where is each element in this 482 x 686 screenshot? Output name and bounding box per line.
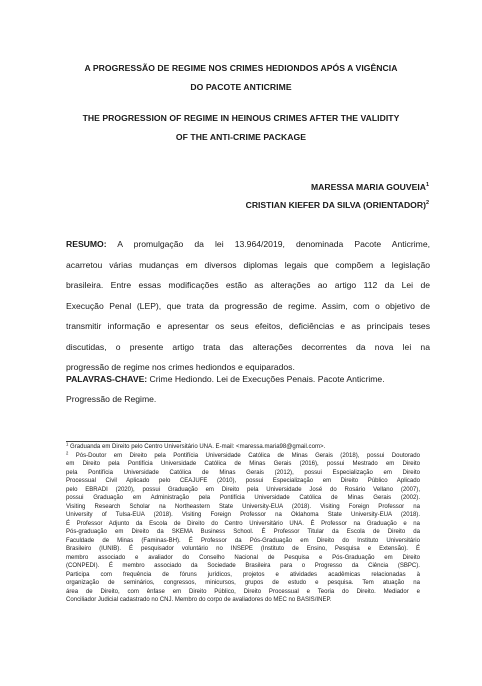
- footnote-text: Pós-Doutor em Direito pela Pontifícia Universidade Católica de Minas Gerais (2018), possui Doutorado: [68, 452, 420, 459]
- footnote-line: membro associado e avaliador do Conselho Nacional de Pesquisa e Pós-Graduação em Direito: [66, 554, 420, 561]
- footnote-line: É Professor Adjunto da Escola de Direito do Centro Universitário UNA. É Professor na Graduação e na: [66, 520, 420, 527]
- footnote-line: pelo EBRADI (2020), possui Graduação em Direito pela Universidade José do Rosário Vellano (2007),: [66, 486, 420, 493]
- title-en-line: THE PROGRESSION OF REGIME IN HEINOUS CRIMES AFTER THE VALIDITY: [82, 113, 400, 123]
- keywords-label: PALAVRAS-CHAVE:: [66, 374, 148, 384]
- keywords-line: [66, 369, 430, 389]
- footnote-line: [66, 452, 420, 461]
- title-en-line: OF THE ANTI-CRIME PACKAGE: [175, 132, 307, 142]
- title-pt-line: A PROGRESSÃO DE REGIME NOS CRIMES HEDIONDOS APÓS A VIGÊNCIA: [84, 63, 398, 73]
- author-name: MARESSA MARIA GOUVEIA: [311, 182, 426, 192]
- abstract: [66, 234, 430, 378]
- abstract-line: Execução Penal (LEP), que trata da progressão de regime. Assim, com o objetivo de: [66, 300, 430, 311]
- abstract-line: [66, 234, 430, 255]
- keywords-line: Progressão de Regime.: [66, 394, 157, 404]
- footnote-line: organização de seminários, congressos, minicursos, grupos de estudo e pesquisa. Tem atuação na: [66, 580, 420, 586]
- keywords-text: Crime Hediondo. Lei de Execuções Penais. Pacote Anticrime.: [147, 374, 385, 384]
- footnote-line: Processual Civil Aplicado pelo CEAJUFE (2010), possui Especialização em Direito Público Aplicado: [66, 478, 420, 484]
- footnote-marker: 2: [425, 200, 429, 206]
- footnote-text: Graduanda em Direito pelo Centro Universitário UNA. E-mail: <maressa.maria98@gmail.com>.: [68, 444, 326, 450]
- abstract-line: discutidas, o presente artigo trata das alterações decorrentes da nova lei na: [66, 341, 430, 352]
- footnote-line: Pós-graduação em Direito da SKEMA Business School. É Professor Titular da Escola de Direito da: [66, 529, 420, 535]
- footnote-separator: [66, 441, 181, 442]
- footnote-line: Visiting Research Scholar na Northeastern State University-EUA (2018). Visiting Foreign Professor na: [66, 503, 420, 510]
- author-2: [246, 196, 429, 214]
- abstract-label: RESUMO:: [66, 239, 107, 249]
- abstract-text: A promulgação da lei 13.964/2019, denominada Pacote Anticrime,: [106, 239, 430, 249]
- title-english: [40, 109, 442, 147]
- footnote-marker: 1: [66, 441, 69, 447]
- author-1: [246, 178, 429, 196]
- footnote-marker: 2: [66, 450, 69, 455]
- abstract-line: acarretou várias mudanças em diversos diplomas legais que compõem a legislação: [66, 259, 430, 270]
- abstract-line: brasileira. Entre essas modificações estão as alterações ao artigo 112 da Lei de: [66, 280, 430, 290]
- abstract-line: progressão de regime nos crimes hediondos e equiparados.: [66, 362, 295, 372]
- footnote-line: (CONPEDI). É membro associado da Sociedade Brasileira para o Progresso da Ciência (SBPC).: [66, 563, 420, 569]
- footnote-line: Brasileiro (IUNIB). É pesquisador voluntário no INSEPE (Instituto de Ensino, Pesquisa e Extensão). É: [66, 546, 420, 552]
- title-portuguese: [40, 59, 442, 97]
- footnote-line: Participa com frequência de fóruns jurídicos, projetos e atividades acadêmicas relacionadas à: [66, 571, 420, 578]
- footnote-line: possui Graduação em Administração pela Pontifícia Universidade Católica de Minas Gerais (2002).: [66, 495, 420, 501]
- footnotes: [66, 443, 420, 605]
- abstract-line: transmitir informação e apresentar os seus efeitos, deficiências e as principais teses: [66, 321, 430, 331]
- footnote-line: pela Pontifícia Universidade Católica de Minas Gerais (2012), possui Especialização em Direito: [66, 469, 420, 476]
- footnote-line: [66, 443, 420, 452]
- footnote-line: Conciliador Judicial cadastrado no CNJ. Membro do corpo de avaliadores do MEC no BASIS/INEP.: [66, 597, 332, 603]
- footnote-line: Faculdade de Minas (Faminas-BH). É Professor da Pós-Graduação em Direito do Instituto Universitário: [66, 537, 420, 544]
- authors-block: [246, 178, 429, 214]
- author-name: CRISTIAN KIEFER DA SILVA (ORIENTADOR): [245, 200, 426, 210]
- footnote-line: em Direito pela Pontifícia Universidade Católica de Minas Gerais (2016), possui Mestrado em Direito: [66, 461, 420, 467]
- footnote-line: University of Tulsa-EUA (2018). Visiting Foreign Professor na Oklahoma State University-EUA (2018).: [66, 512, 420, 518]
- footnote-marker: 1: [425, 182, 429, 188]
- footnote-line: área de Direito, com ênfase em Direito Público, Direito Processual e Teoria do Direito. Mediador e: [66, 588, 420, 595]
- keywords: [66, 369, 430, 409]
- footnote-2: [66, 452, 420, 605]
- footnote-1: [66, 443, 420, 452]
- title-pt-line: DO PACOTE ANTICRIME: [190, 82, 292, 92]
